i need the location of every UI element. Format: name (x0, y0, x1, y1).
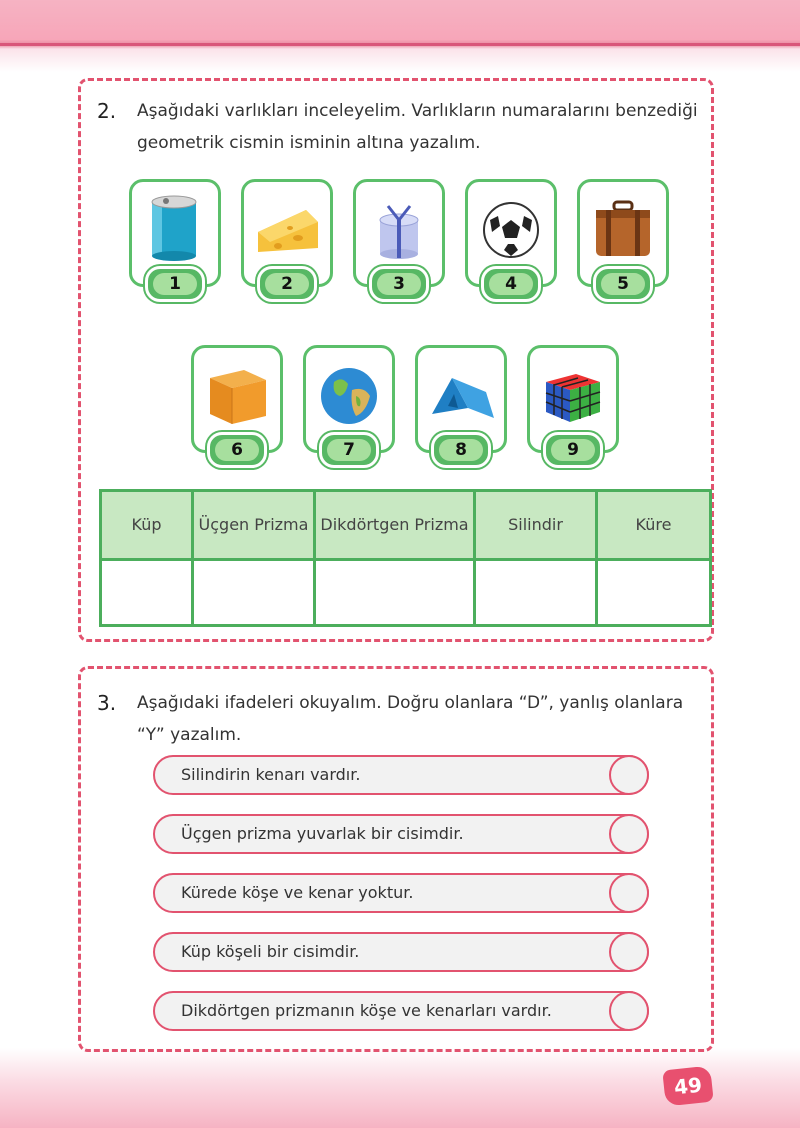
answer-circle[interactable] (609, 873, 649, 913)
item-card-2[interactable] (241, 179, 333, 294)
item-number-badge: 4 (481, 266, 541, 302)
statement-text: Üçgen prizma yuvarlak bir cisimdir. (181, 824, 464, 843)
answer-circle[interactable] (609, 991, 649, 1031)
answer-cell-ucgen-prizma[interactable] (193, 560, 315, 626)
rubiks-cube-icon (540, 356, 606, 428)
statement-text: Küp köşeli bir cisimdir. (181, 942, 360, 961)
question-3-number: 3. (97, 691, 117, 715)
table-header-kup: Küp (101, 491, 193, 560)
answer-cell-dikdortgen-prizma[interactable] (315, 560, 475, 626)
soccer-ball-icon (478, 190, 544, 262)
item-card-9[interactable] (527, 345, 619, 460)
answer-circle[interactable] (609, 932, 649, 972)
table-header-dikdortgen-prizma: Dikdörtgen Prizma (315, 491, 475, 560)
item-number-badge: 3 (369, 266, 429, 302)
top-header-band (0, 0, 800, 72)
page-number: 49 (672, 1072, 704, 1100)
answer-cell-kure[interactable] (597, 560, 711, 626)
item-card-4[interactable] (465, 179, 557, 294)
statement-text: Dikdörtgen prizmanın köşe ve kenarları vardır. (181, 1001, 552, 1020)
page-number-badge (662, 1066, 714, 1107)
tent-icon (428, 356, 494, 428)
item-number-badge: 5 (593, 266, 653, 302)
statement-text: Kürede köşe ve kenar yoktur. (181, 883, 414, 902)
statement-row (153, 755, 649, 795)
item-card-6[interactable] (191, 345, 283, 460)
statement-row (153, 814, 649, 854)
cheese-wedge-icon (254, 190, 320, 262)
table-header-ucgen-prizma: Üçgen Prizma (193, 491, 315, 560)
item-card-8[interactable] (415, 345, 507, 460)
globe-icon (316, 356, 382, 428)
answer-cell-silindir[interactable] (475, 560, 597, 626)
header-divider (0, 43, 800, 46)
item-number-badge: 8 (431, 432, 491, 468)
tin-can-icon (142, 190, 208, 262)
question-2-text: Aşağıdaki varlıkları inceleyelim. Varlıkların numaralarını benzediği geometrik cismin isminin altına yazalım. (137, 101, 698, 153)
question-2-box (78, 78, 714, 642)
item-card-7[interactable] (303, 345, 395, 460)
suitcase-icon (590, 190, 656, 262)
item-number-badge: 6 (207, 432, 267, 468)
statement-row (153, 873, 649, 913)
item-number-badge: 7 (319, 432, 379, 468)
table-header-kure: Küre (597, 491, 711, 560)
answer-circle[interactable] (609, 814, 649, 854)
question-3-text: Aşağıdaki ifadeleri okuyalım. Doğru olanlara “D”, yanlış olanlara “Y” yazalım. (137, 693, 684, 745)
item-card-5[interactable] (577, 179, 669, 294)
answer-cell-kup[interactable] (101, 560, 193, 626)
table-header-silindir: Silindir (475, 491, 597, 560)
cardboard-box-icon (204, 356, 270, 428)
question-2-number: 2. (97, 99, 117, 123)
answer-circle[interactable] (609, 755, 649, 795)
statement-row (153, 991, 649, 1031)
gift-box-icon (366, 190, 432, 262)
shape-table (99, 489, 712, 627)
item-card-1[interactable] (129, 179, 221, 294)
statement-row (153, 932, 649, 972)
item-number-badge: 1 (145, 266, 205, 302)
item-number-badge: 9 (543, 432, 603, 468)
question-3-box (78, 666, 714, 1052)
item-card-3[interactable] (353, 179, 445, 294)
statement-text: Silindirin kenarı vardır. (181, 765, 361, 784)
item-number-badge: 2 (257, 266, 317, 302)
